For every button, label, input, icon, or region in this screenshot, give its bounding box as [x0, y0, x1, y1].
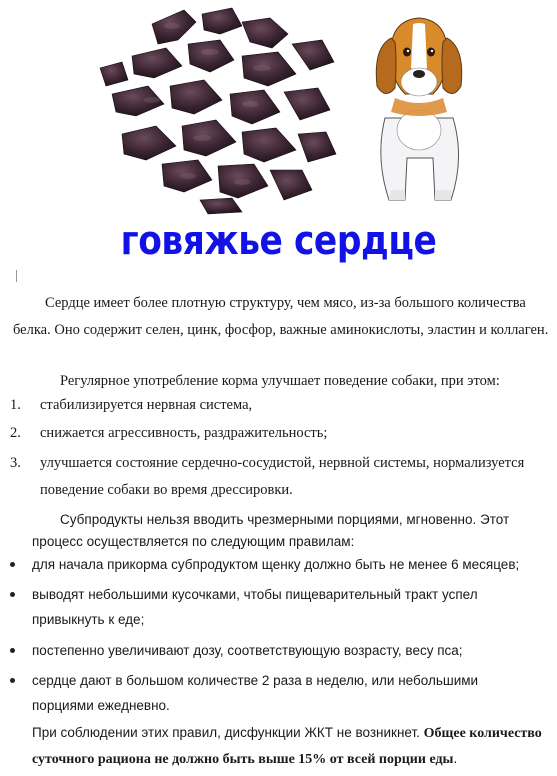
- beagle-dog-image: [355, 8, 485, 208]
- list-item-text: снижается агрессивность, раздражительность;: [40, 425, 328, 441]
- conclusion-plain-text: При соблюдении этих правил, дисфункции ЖКТ не возникнет.: [32, 725, 424, 740]
- list-number: 1.: [10, 397, 21, 413]
- list-number: 3.: [10, 455, 21, 471]
- bullet-icon: [10, 592, 15, 597]
- bullet-icon: [10, 648, 15, 653]
- list-number: 2.: [10, 425, 21, 441]
- intro-paragraph: Сердце имеет более плотную структуру, чем мясо, из-за большого количества белка. Оно содержит селен, цинк, фосфор, важные аминокислоты, эластин и коллаген.: [13, 295, 549, 338]
- rules-intro-paragraph: Субпродукты нельзя вводить чрезмерными порциями, мгновенно. Этот процесс осуществляется по следующим правилам:: [32, 512, 510, 549]
- list-item-text: стабилизируется нервная система,: [40, 397, 253, 413]
- bullet-icon: [10, 562, 15, 567]
- list-item-text: улучшается состояние сердечно-сосудистой, нервной системы, нормализуется поведение собаки во время дрессировки.: [40, 455, 525, 498]
- list-item-text: для начала прикорма субпродуктом щенку должно быть не менее 6 месяцев;: [32, 557, 520, 572]
- list-item-text: сердце дают в большом количестве 2 раза в неделю, или небольшими порциями ежедневно.: [32, 673, 479, 713]
- hero-images: [0, 0, 557, 225]
- list-item-text: постепенно увеличивают дозу, соответствующую возрасту, весу пса;: [32, 643, 463, 658]
- conclusion-paragraph: [32, 720, 547, 772]
- conclusion-bold-text: Общее количество суточного рациона не должно быть выше 15% от всей порции еды: [32, 726, 542, 767]
- text-cursor-mark: [16, 270, 17, 282]
- regular-use-paragraph: Регулярное употребление корма улучшает поведение собаки, при этом:: [60, 373, 500, 389]
- dried-beef-heart-image: [92, 4, 342, 216]
- bullet-icon: [10, 678, 15, 683]
- list-item-text: выводят небольшими кусочками, чтобы пищеварительный тракт успел привыкнуть к еде;: [32, 587, 478, 627]
- conclusion-end-text: .: [453, 751, 458, 766]
- page-title: говяжье сердце: [120, 218, 437, 264]
